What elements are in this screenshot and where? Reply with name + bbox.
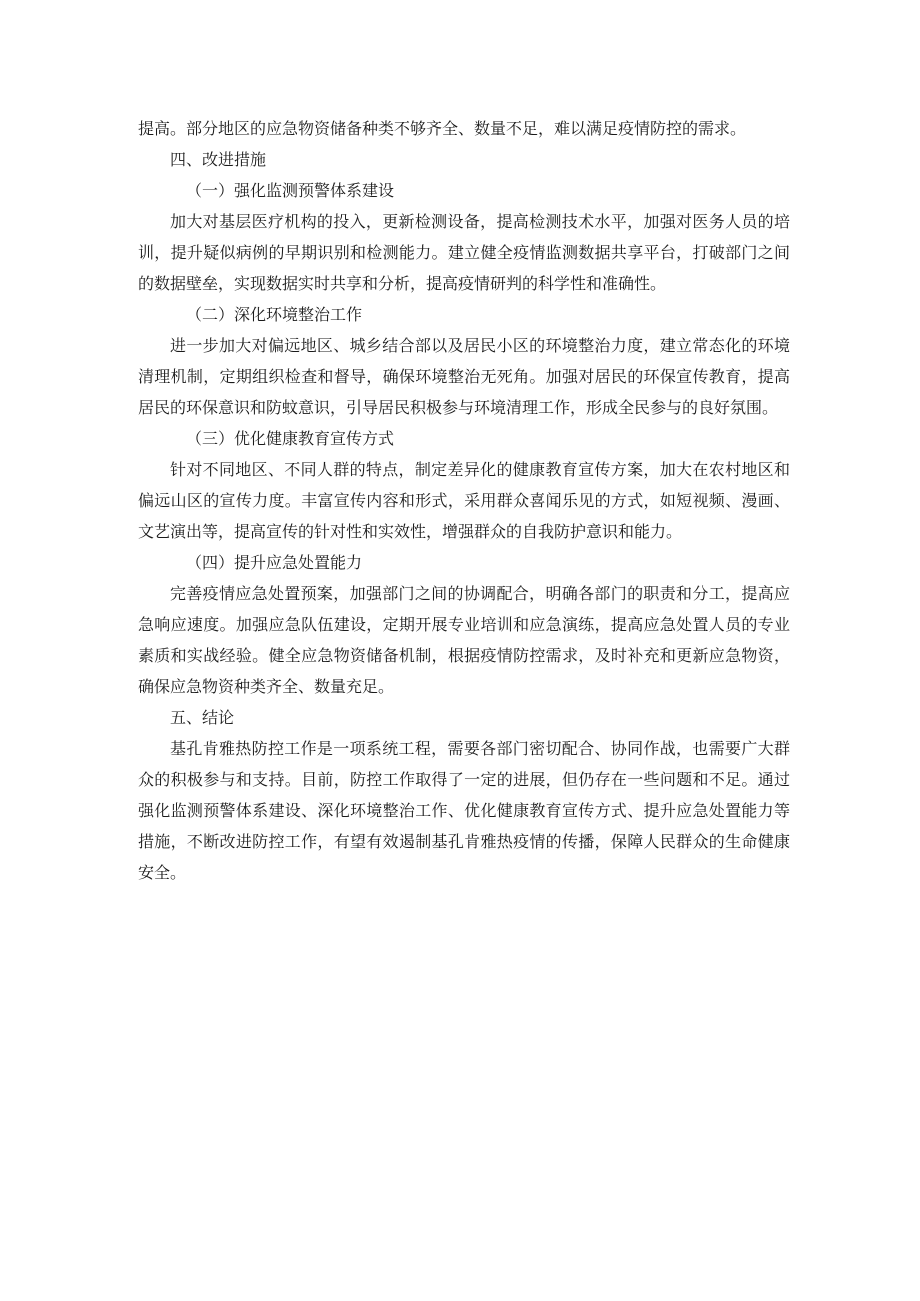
- subheading-health-education: （三）优化健康教育宣传方式: [186, 429, 395, 448]
- paragraph-conclusion: 基孔肯雅热防控工作是一项系统工程，需要各部门密切配合、协同作战，也需要广大群众的积极参与和支持。目前，防控工作取得了一定的进展，但仍存在一些问题和不足。通过强化监测预警体系建设、深化环境整治工作、优化健康教育宣传方式、提升应急处置能力等措施，不断改进防控工作，有望有效遏制基孔肯雅热疫情的传播，保障人民群众的生命健康安全。: [138, 739, 790, 882]
- subheading-monitoring: （一）强化监测预警体系建设: [186, 181, 395, 200]
- subheading-emergency: （四）提升应急处置能力: [186, 553, 363, 572]
- paragraph-environment: 进一步加大对偏远地区、城乡结合部以及居民小区的环境整治力度，建立常态化的环境清理机制，定期组织检查和督导，确保环境整治无死角。加强对居民的环保宣传教育，提高居民的环保意识和防蚊意识，引导居民积极参与环境清理工作，形成全民参与的良好氛围。: [138, 336, 790, 417]
- section-heading-improvements: 四、改进措施: [170, 150, 267, 169]
- paragraph-monitoring: 加大对基层医疗机构的投入，更新检测设备，提高检测技术水平，加强对医务人员的培训，提升疑似病例的早期识别和检测能力。建立健全疫情监测数据共享平台，打破部门之间的数据壁垒，实现数据实时共享和分析，提高疫情研判的科学性和准确性。: [138, 212, 790, 293]
- paragraph-health-education: 针对不同地区、不同人群的特点，制定差异化的健康教育宣传方案，加大在农村地区和偏远山区的宣传力度。丰富宣传内容和形式，采用群众喜闻乐见的方式，如短视频、漫画、文艺演出等，提高宣传的针对性和实效性，增强群众的自我防护意识和能力。: [138, 460, 790, 541]
- paragraph-continuation: 提高。部分地区的应急物资储备种类不够齐全、数量不足，难以满足疫情防控的需求。: [138, 119, 747, 138]
- paragraph-emergency: 完善疫情应急处置预案，加强部门之间的协调配合，明确各部门的职责和分工，提高应急响应速度。加强应急队伍建设，定期开展专业培训和应急演练，提高应急处置人员的专业素质和实战经验。健全应急物资储备机制，根据疫情防控需求，及时补充和更新应急物资，确保应急物资种类齐全、数量充足。: [138, 584, 790, 696]
- subheading-environment: （二）深化环境整治工作: [186, 305, 363, 324]
- document-body: [138, 113, 790, 888]
- section-heading-conclusion: 五、结论: [170, 708, 235, 727]
